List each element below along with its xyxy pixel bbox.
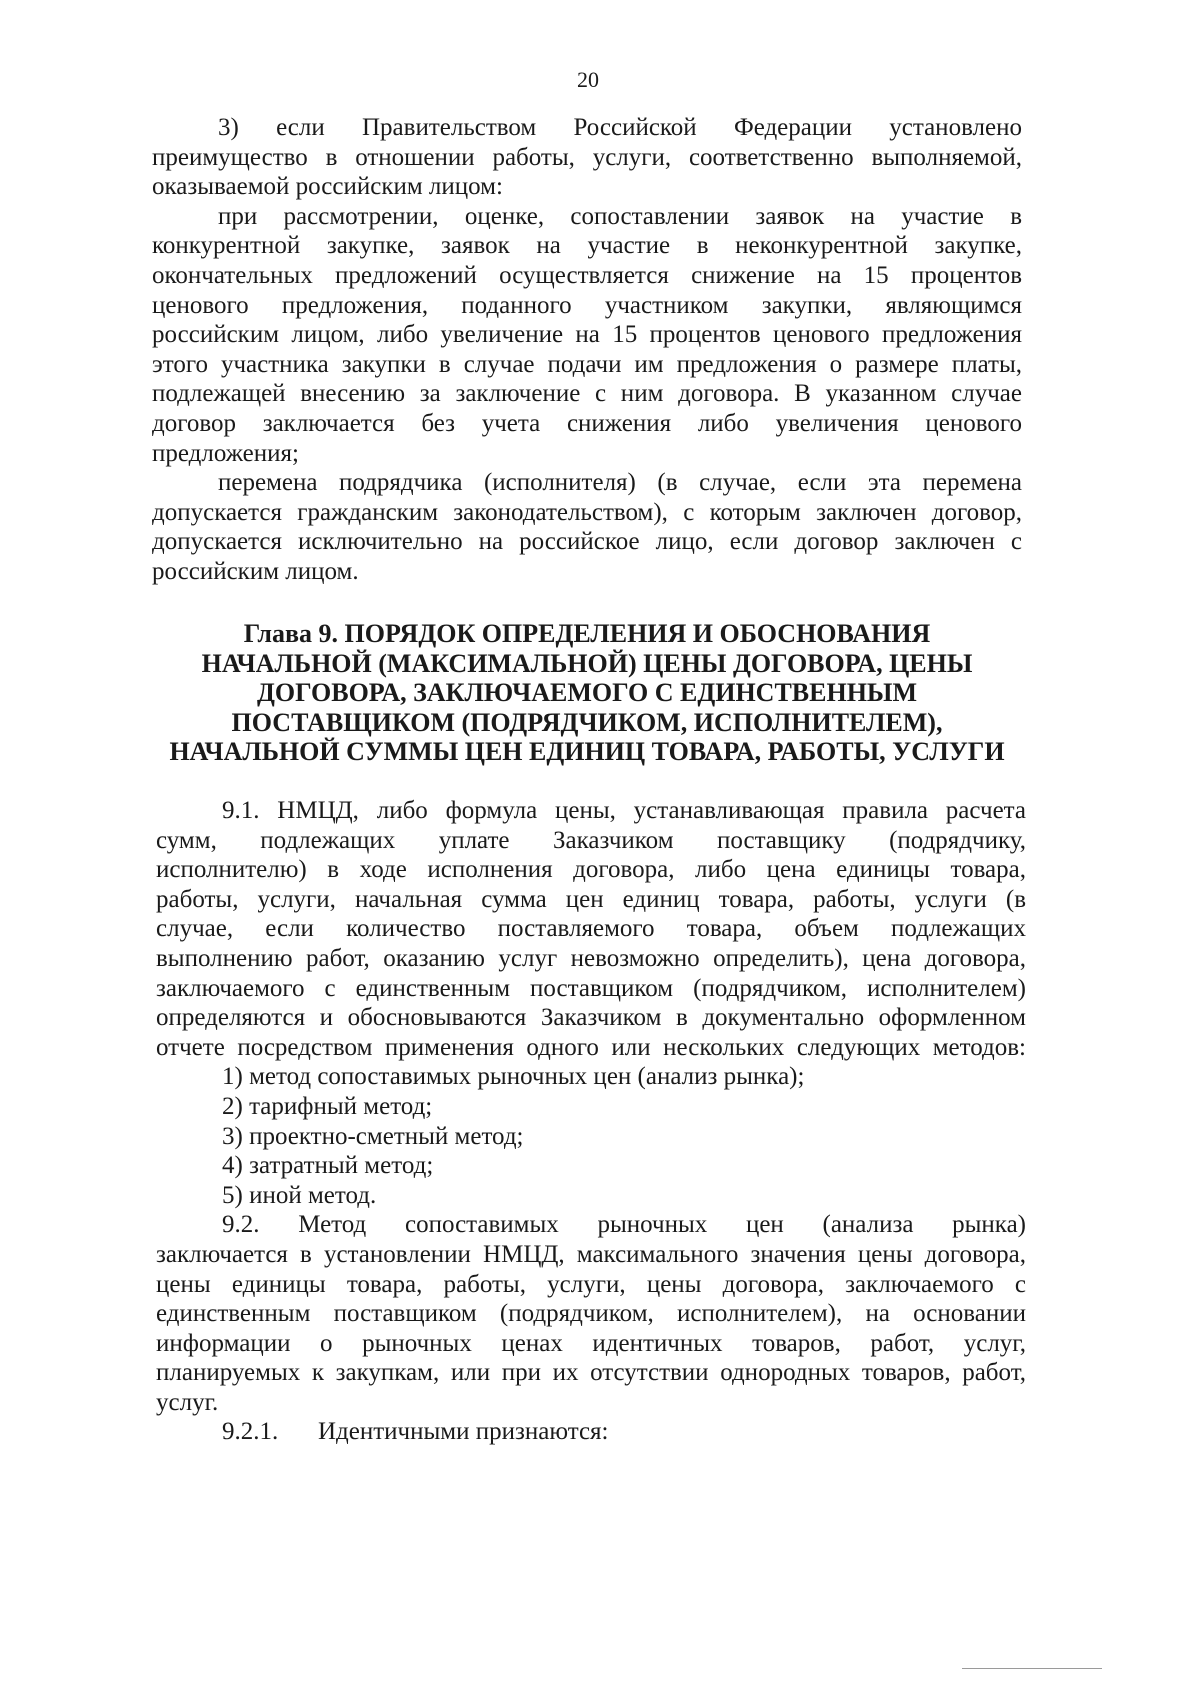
paragraph-line: работы, услуги, начальная сумма цен единиц товара, работы, услуги (в: [156, 885, 1026, 913]
clause-9-2: [156, 1210, 1026, 1417]
paragraph-line: преимущество в отношении работы, услуги, соответственно выполняемой,: [152, 143, 1022, 171]
heading-line: НАЧАЛЬНОЙ (МАКСИМАЛЬНОЙ) ЦЕНЫ ДОГОВОРА, ЦЕНЫ: [201, 648, 973, 678]
paragraph-line: 9.1. НМЦД, либо формула цены, устанавливающая правила расчета: [222, 797, 1026, 824]
page-number: 20: [577, 67, 599, 92]
paragraph-line: единственным поставщиком (подрядчиком, исполнителем), на основании: [156, 1300, 1026, 1328]
paragraph-line: подлежащей внесению за заключение с ним договора. В указанном случае: [152, 380, 1022, 408]
paragraph-line: отчете посредством применения одного или нескольких следующих методов:: [156, 1033, 1026, 1061]
method-item: 4) затратный метод;: [222, 1152, 434, 1180]
scan-edge-line: [962, 1668, 1102, 1669]
method-item: 1) метод сопоставимых рыночных цен (анализ рынка);: [222, 1063, 805, 1091]
text-section-bottom: [156, 796, 1026, 1447]
paragraph-line: оказываемой российским лицом:: [152, 173, 503, 201]
paragraph-price-preference: [152, 202, 1022, 468]
paragraph-line: 3) если Правительством Российской Федерации установлено: [218, 114, 1022, 141]
paragraph-line: российским лицом, либо увеличение на 15 процентов ценового предложения: [152, 321, 1022, 349]
paragraph-line: этого участника закупки в случае подачи им предложения о размере платы,: [152, 350, 1022, 378]
paragraph-line: при рассмотрении, оценке, сопоставлении заявок на участие в: [218, 202, 1022, 230]
paragraph-line: услуг.: [156, 1388, 219, 1416]
paragraph-contractor-change: [152, 468, 1022, 586]
heading-line: ПОСТАВЩИКОМ (ПОДРЯДЧИКОМ, ИСПОЛНИТЕЛЕМ),: [231, 707, 943, 737]
heading-line: НАЧАЛЬНОЙ СУММЫ ЦЕН ЕДИНИЦ ТОВАРА, РАБОТЫ, УСЛУГИ: [169, 737, 1005, 767]
paragraph-line: допускается гражданским законодательством), с которым заключен договор,: [152, 498, 1022, 526]
clause-number: 9.2.1.: [222, 1418, 279, 1446]
paragraph-line: случае, если количество поставляемого товара, объем подлежащих: [156, 915, 1026, 943]
paragraph-line: окончательных предложений осуществляется снижение на 15 процентов: [152, 261, 1022, 289]
paragraph-line: информации о рыночных ценах идентичных товаров, работ, услуг,: [156, 1329, 1026, 1357]
paragraph-line: допускается исключительно на российское лицо, если договор заключен с: [152, 528, 1022, 556]
paragraph-line: заключается в установлении НМЦД, максимального значения цены договора,: [156, 1240, 1026, 1268]
chapter-9-heading: [152, 619, 1022, 767]
paragraph-line: выполнению работ, оказанию услуг невозможно определить), цена договора,: [156, 944, 1026, 972]
paragraph-line: заключаемого с единственным поставщиком (подрядчиком, исполнителем): [156, 974, 1026, 1002]
clause-9-1: [156, 796, 1026, 1062]
method-item: 5) иной метод.: [222, 1181, 377, 1209]
paragraph-line: 9.2. Метод сопоставимых рыночных цен (анализа рынка): [222, 1211, 1026, 1239]
paragraph-line: перемена подрядчика (исполнителя) (в случае, если эта перемена: [218, 469, 1022, 497]
paragraph-line: планируемых к закупкам, или при их отсутствии однородных товаров, работ,: [156, 1359, 1026, 1387]
heading-line: Глава 9. ПОРЯДОК ОПРЕДЕЛЕНИЯ И ОБОСНОВАНИЯ: [243, 619, 931, 648]
heading-line: ДОГОВОРА, ЗАКЛЮЧАЕМОГО С ЕДИНСТВЕННЫМ: [257, 678, 917, 708]
clause-9-2-1: [156, 1417, 1026, 1447]
paragraph-line: исполнителю) в ходе исполнения договора, либо цена единицы товара,: [156, 856, 1026, 884]
paragraph-item-3: [152, 113, 1022, 202]
paragraph-line: цены единицы товара, работы, услуги, цены договора, заключаемого с: [156, 1270, 1026, 1298]
paragraph-line: определяются и обосновываются Заказчиком в документально оформленном: [156, 1004, 1026, 1032]
method-item: 2) тарифный метод;: [222, 1092, 433, 1120]
paragraph-line: договор заключается без учета снижения либо увеличения ценового: [152, 409, 1022, 437]
clause-text: Идентичными признаются:: [318, 1418, 609, 1446]
paragraph-line: конкурентной закупке, заявок на участие в неконкурентной закупке,: [152, 232, 1022, 260]
paragraph-line: сумм, подлежащих уплате Заказчиком поставщику (подрядчику,: [156, 826, 1026, 854]
text-section-top: [152, 113, 1022, 587]
paragraph-line: предложения;: [152, 439, 299, 467]
paragraph-line: ценового предложения, поданного участником закупки, являющимся: [152, 291, 1022, 319]
method-item: 3) проектно-сметный метод;: [222, 1122, 524, 1150]
methods-list: [156, 1062, 1026, 1210]
paragraph-line: российским лицом.: [152, 557, 359, 585]
